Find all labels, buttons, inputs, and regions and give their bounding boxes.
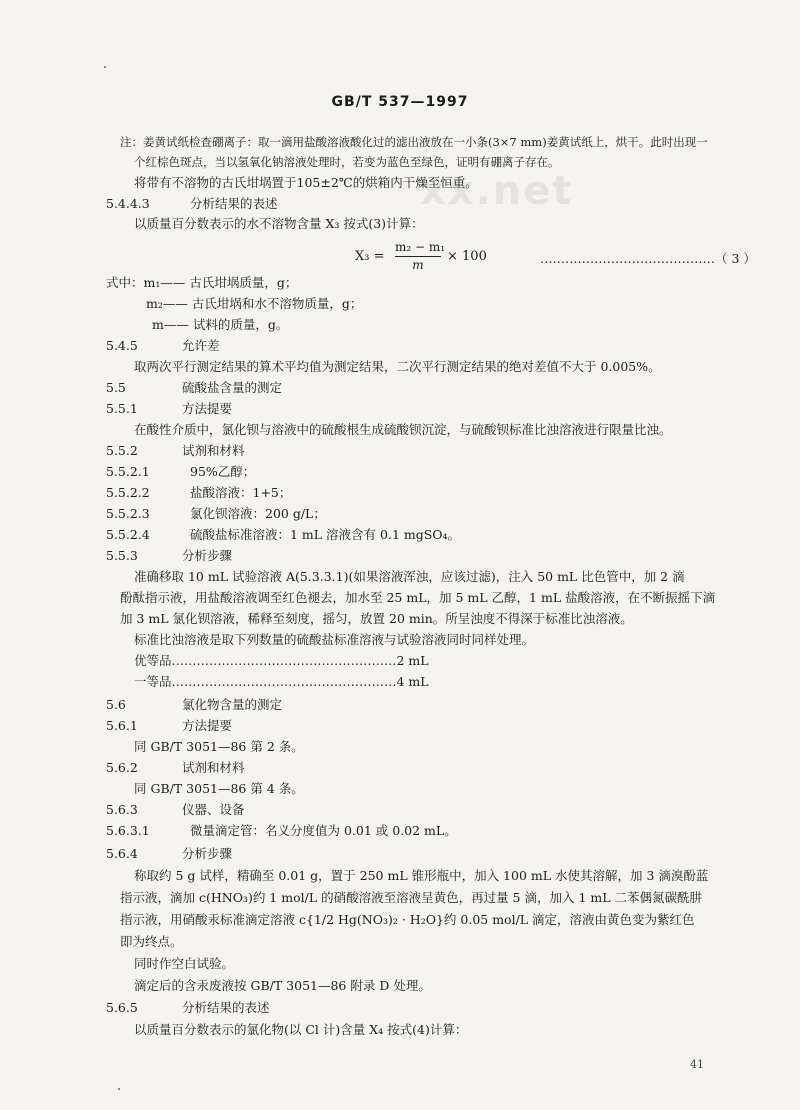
paragraph: 同 GB/T 3051—86 第 4 条。	[134, 781, 304, 796]
fraction-bar	[395, 256, 441, 257]
where-line: m₂—— 古氏坩埚和水不溶物质量，g；	[146, 296, 363, 311]
paragraph: 在酸性介质中，氯化钡与溶液中的硫酸根生成硫酸钡沉淀，与硫酸钡标准比浊溶液进行限量比浊。	[134, 422, 672, 437]
paragraph: 将带有不溶物的古氏坩埚置于105±2℃的烘箱内干燥至恒重。	[134, 175, 478, 190]
formula-denominator: m	[412, 258, 424, 272]
scan-speck	[104, 66, 106, 68]
paragraph: 同 GB/T 3051—86 第 2 条。	[134, 739, 304, 754]
formula-numerator: m₂ − m₁	[395, 240, 446, 254]
list-item: 5.5.2.4 硫酸盐标准溶液：1 mL 溶液含有 0.1 mgSO₄。	[106, 527, 461, 542]
list-item: 5.5.2.1 95%乙醇；	[106, 464, 256, 479]
where-line: 式中：m₁—— 古氏坩埚质量，g；	[106, 275, 298, 290]
list-item: 5.5.2.3 氯化钡溶液：200 g/L；	[106, 506, 326, 521]
scan-speck	[118, 1088, 120, 1090]
paragraph-line: 指示液，滴加 c(HNO₃)约 1 mol/L 的硝酸溶液至溶液呈黄色，再过量 5 滴，加入 1 mL 二苯偶氮碳酰肼	[120, 890, 703, 905]
paragraph-line: 准确移取 10 mL 试验溶液 A(5.3.3.1)(如果溶液浑浊，应该过滤)，注入 50 mL 比色管中，加 2 滴	[134, 569, 685, 584]
formula-lhs: X₃ =	[355, 249, 385, 264]
paragraph-line: 称取约 5 g 试样，精确至 0.01 g，置于 250 mL 锥形瓶中，加入 100 mL 水使其溶解，加 3 滴溴酚蓝	[134, 868, 709, 883]
section-heading: 5.6 氯化物含量的测定	[106, 697, 283, 712]
section-heading: 5.5.1 方法提要	[106, 401, 233, 416]
section-heading: 5.5.3 分析步骤	[106, 548, 233, 563]
section-heading: 5.5 硫酸盐含量的测定	[106, 380, 283, 395]
where-line: m—— 试料的质量，g。	[152, 317, 289, 332]
section-heading: 5.6.3 仪器、设备	[106, 802, 245, 817]
paragraph-line: 滴定后的含汞废液按 GB/T 3051—86 附录 D 处理。	[134, 978, 431, 993]
paragraph-line: 加 3 mL 氯化钡溶液，稀释至刻度，摇匀，放置 20 min。所呈浊度不得深于标准比浊溶液。	[120, 611, 633, 626]
section-heading: 5.5.2 试剂和材料	[106, 443, 245, 458]
page-header: GB/T 537—1997	[331, 94, 469, 110]
paragraph-line: 酚酞指示液，用盐酸溶液调至红色褪去，加水至 25 mL，加 5 mL 乙醇，1 mL 盐酸溶液，在不断振摇下滴	[120, 590, 716, 605]
paragraph-line: 标准比浊溶液是取下列数量的硫酸盐标准溶液与试验溶液同时同样处理。	[134, 632, 535, 647]
list-item: 5.6.3.1 微量滴定管：名义分度值为 0.01 或 0.02 mL。	[106, 823, 457, 838]
list-item: 5.5.2.2 盐酸溶液：1+5；	[106, 485, 292, 500]
section-heading: 5.4.4.3 分析结果的表述	[106, 196, 278, 211]
note-line: 个红棕色斑点，当以氢氧化钠溶液处理时，若变为蓝色至绿色，证明有硼离子存在。	[134, 155, 560, 169]
section-heading: 5.4.5 允许差	[106, 338, 220, 353]
paragraph: 以质量百分数表示的水不溶物含量 X₃ 按式(3)计算：	[134, 216, 424, 231]
equation-number: ……………………………………（ 3 ）	[540, 251, 756, 266]
section-heading: 5.6.5 分析结果的表述	[106, 1000, 270, 1015]
grade-line: 优等品………………………………………………2 mL	[134, 653, 429, 668]
section-heading: 5.6.2 试剂和材料	[106, 760, 245, 775]
grade-line: 一等品………………………………………………4 mL	[134, 674, 429, 689]
note-line: 注：姜黄试纸检查硼离子：取一滴用盐酸溶液酸化过的滤出液放在一小条(3×7 mm)姜黄试纸上，烘干。此时出现一	[120, 135, 708, 149]
paragraph-line: 同时作空白试验。	[134, 956, 235, 971]
paragraph: 以质量百分数表示的氯化物(以 Cl 计)含量 X₄ 按式(4)计算：	[134, 1022, 468, 1037]
formula-rhs: × 100	[447, 249, 487, 264]
formula-fraction	[395, 240, 446, 273]
page-number: 41	[690, 1058, 704, 1071]
paragraph: 取两次平行测定结果的算术平均值为测定结果，二次平行测定结果的绝对差值不大于 0.005%。	[134, 359, 661, 374]
section-heading: 5.6.4 分析步骤	[106, 846, 233, 861]
section-heading: 5.6.1 方法提要	[106, 718, 233, 733]
watermark: xx.net	[420, 168, 574, 214]
paragraph-line: 指示液，用硝酸汞标准滴定溶液 c{1/2 Hg(NO₃)₂ · H₂O}约 0.05 mol/L 滴定，溶液由黄色变为紫红色	[120, 912, 695, 927]
paragraph-line: 即为终点。	[120, 934, 183, 949]
